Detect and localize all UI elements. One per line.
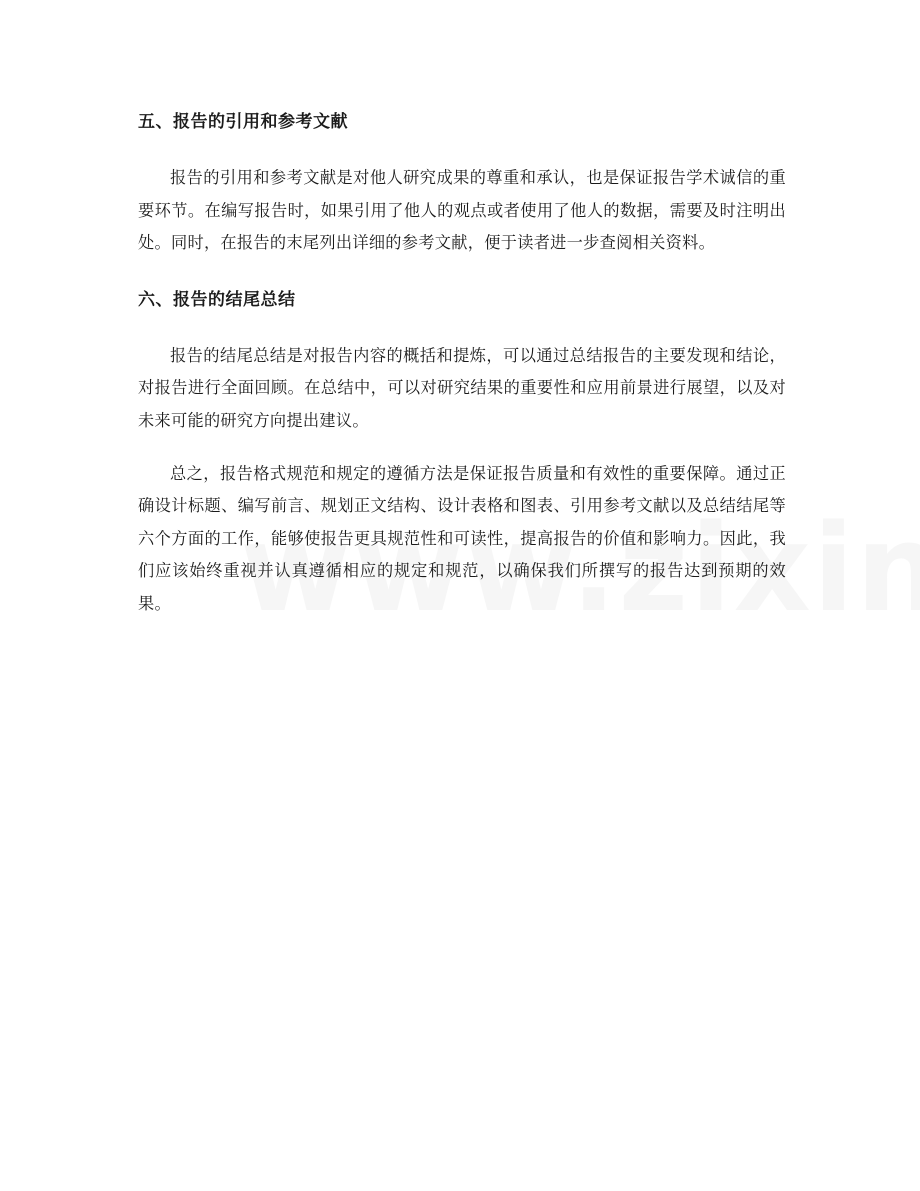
section-paragraph-5: 报告的引用和参考文献是对他人研究成果的尊重和承认，也是保证报告学术诚信的重要环节。在编写报告时，如果引用了他人的观点或者使用了他人的数据，需要及时注明出处。同时，在报告的末尾列出详细的参考文献，便于读者进一步查阅相关资料。 — [138, 168, 786, 253]
document-page — [138, 104, 786, 621]
section-paragraph-6: 报告的结尾总结是对报告内容的概括和提炼，可以通过总结报告的主要发现和结论，对报告进行全面回顾。在总结中，可以对研究结果的重要性和应用前景进行展望，以及对未来可能的研究方向提出建议。 — [138, 345, 786, 430]
conclusion-paragraph: 总之，报告格式规范和规定的遵循方法是保证报告质量和有效性的重要保障。通过正确设计标题、编写前言、规划正文结构、设计表格和图表、引用参考文献以及总结结尾等六个方面的工作，能够使报告更具规范性和可读性，提高报告的价值和影响力。因此，我们应该始终重视并认真遵循相应的规定和规范，以确保我们所撰写的报告达到预期的效果。 — [138, 463, 786, 613]
section-heading-5: 五、报告的引用和参考文献 — [138, 112, 348, 132]
section-heading-6: 六、报告的结尾总结 — [138, 289, 296, 310]
